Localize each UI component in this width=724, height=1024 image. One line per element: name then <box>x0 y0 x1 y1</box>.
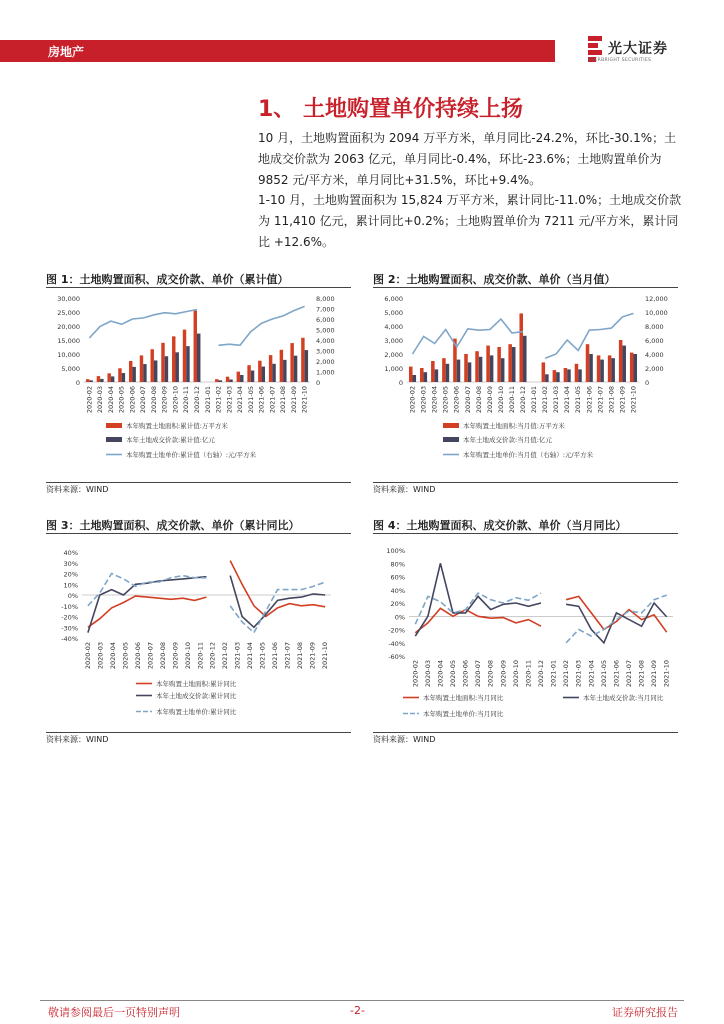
y-tick-label: 0% <box>394 613 405 622</box>
bar <box>175 352 178 382</box>
y-tick-label: 20% <box>63 570 78 579</box>
x-tick-label: 2020-10 <box>183 642 192 670</box>
y-tick-label: -60% <box>388 653 405 661</box>
bar <box>556 372 560 382</box>
section-label: 房地产 <box>48 45 85 59</box>
y-tick-label: 0 <box>75 379 80 387</box>
x-tick-label: 2021-09 <box>650 660 659 688</box>
x-tick-label: 2020-04 <box>436 660 445 688</box>
y2-tick-label: 12,000 <box>645 295 668 303</box>
bar <box>409 367 413 382</box>
bar <box>272 364 275 382</box>
bar <box>240 375 243 382</box>
bar <box>542 362 546 382</box>
x-tick-label: 2021-01 <box>203 386 212 414</box>
brand-logo <box>588 36 688 66</box>
bar <box>545 374 549 382</box>
figure-2-rule-bottom <box>373 482 678 483</box>
y-tick-label: 20,000 <box>57 323 80 331</box>
x-tick-label: 2020-05 <box>449 660 457 688</box>
bar <box>97 376 100 382</box>
x-tick-label: 2020-06 <box>134 642 143 670</box>
x-tick-label: 2020-04 <box>430 386 439 414</box>
x-tick-label: 2020-08 <box>486 660 495 688</box>
legend-swatch <box>443 423 459 428</box>
bar <box>512 347 516 382</box>
x-tick-label: 2020-06 <box>128 386 137 414</box>
x-tick-label: 2021-10 <box>662 660 671 688</box>
x-tick-label: 2020-02 <box>408 386 417 414</box>
x-tick-label: 2021-03 <box>574 660 583 688</box>
x-tick-label: 2020-06 <box>461 660 470 688</box>
y-tick-label: -40% <box>388 639 405 648</box>
legend-entry: 本年购置土地单价:当月值（右轴）:元/平方米 <box>463 451 594 459</box>
x-tick-label: 2020-07 <box>474 660 483 688</box>
x-tick-label: 2021-08 <box>637 660 646 688</box>
legend-entry: 本年土地成交价款:累计同比 <box>156 692 237 700</box>
y2-tick-label: 2,000 <box>645 365 664 373</box>
x-tick-label: 2020-08 <box>474 386 483 414</box>
x-tick-label: 2020-12 <box>193 386 201 414</box>
figure-3-chart <box>46 536 351 730</box>
x-tick-label: 2020-04 <box>106 386 115 414</box>
y-tick-label: 0% <box>67 592 78 600</box>
bar <box>475 351 479 382</box>
bar <box>519 313 523 382</box>
y2-tick-label: 1,000 <box>316 368 335 377</box>
bar <box>219 380 222 382</box>
x-tick-label: 2020-11 <box>196 642 205 670</box>
x-tick-label: 2021-02 <box>221 642 230 670</box>
x-tick-label: 2021-06 <box>270 642 279 670</box>
y2-tick-label: 2,000 <box>316 358 335 366</box>
bar <box>611 358 615 382</box>
bar <box>247 365 250 382</box>
figure-4-source: 资料来源：WIND <box>373 735 436 744</box>
y2-tick-label: 0 <box>316 379 321 387</box>
bar <box>578 369 582 382</box>
x-tick-label: 2020-02 <box>84 642 93 670</box>
bar <box>251 371 254 382</box>
y-tick-label: -30% <box>61 624 78 633</box>
y-tick-label: 2,000 <box>384 351 403 359</box>
x-tick-label: 2020-12 <box>208 642 217 670</box>
x-tick-label: 2020-09 <box>485 386 494 414</box>
x-tick-label: 2021-04 <box>236 386 245 414</box>
x-tick-label: 2020-10 <box>171 386 180 414</box>
bar <box>442 358 446 382</box>
figure-1-source: 资料来源：WIND <box>46 485 109 494</box>
bar <box>122 373 125 382</box>
x-tick-label: 2021-03 <box>233 642 242 670</box>
legend-entry: 本年土地成交价款:当月值:亿元 <box>463 436 552 444</box>
y-tick-label: 80% <box>390 560 405 569</box>
x-tick-label: 2021-07 <box>625 660 633 688</box>
brand-name-en: EVERBRIGHT SECURITIES <box>588 58 652 63</box>
figure-1-title: 图 1：土地购置面积、成交价款、单价（累计值） <box>46 273 289 286</box>
bar <box>586 344 590 382</box>
x-tick-label: 2021-04 <box>563 386 572 414</box>
x-tick-label: 2020-08 <box>149 386 158 414</box>
y-tick-label: -20% <box>61 613 78 622</box>
y-tick-label: 10,000 <box>57 351 80 359</box>
bar <box>143 364 146 382</box>
x-tick-label: 2020-10 <box>496 386 505 414</box>
x-tick-label: 2021-05 <box>574 386 583 414</box>
figure-4-rule <box>373 533 678 534</box>
y-tick-label: 40% <box>63 549 78 557</box>
bar <box>140 355 143 382</box>
x-tick-label: 2020-03 <box>419 386 428 414</box>
x-tick-label: 2021-09 <box>308 642 317 670</box>
bar <box>215 379 218 382</box>
bar <box>301 338 304 382</box>
legend-entry: 本年购置土地面积:累计值:万平方米 <box>126 422 228 430</box>
y-tick-label: 25,000 <box>57 309 80 317</box>
bar <box>597 355 601 382</box>
x-tick-label: 2020-05 <box>441 386 450 414</box>
bar <box>589 354 593 382</box>
figure-2-chart <box>373 290 678 480</box>
x-tick-label: 2021-09 <box>289 386 298 414</box>
x-tick-label: 2020-07 <box>463 386 472 414</box>
brand-name: 光大证券 <box>608 41 668 57</box>
y-tick-label: 6,000 <box>384 295 403 303</box>
bar <box>107 373 110 382</box>
footer-rule <box>40 1000 684 1001</box>
series-line <box>415 596 666 632</box>
x-tick-label: 2021-08 <box>295 642 304 670</box>
paragraph-monthly: 10 月，土地购置面积为 2094 万平方米，单月同比-24.2%，环比-30.1%；土地成交价款为 2063 亿元，单月同比-0.4%，环比-23.6%；土地购置单价为 9852 元/平方米，单月同比+31.5%，环比+9.4%。 <box>258 131 677 187</box>
bar <box>154 360 157 382</box>
legend-entry: 本年土地成交价款:累计值:亿元 <box>126 436 215 444</box>
x-tick-label: 2021-04 <box>246 642 255 670</box>
footer-disclaimer: 敬请参阅最后一页特别声明 <box>48 1006 180 1019</box>
bar <box>118 368 121 382</box>
x-tick-label: 2021-02 <box>562 660 571 688</box>
y2-tick-label: 5,000 <box>316 326 335 335</box>
x-tick-label: 2021-10 <box>300 386 309 414</box>
y-tick-label: 100% <box>386 547 405 555</box>
figure-1-chart <box>46 290 351 480</box>
figure-3-title: 图 3：土地购置面积、成交价款、单价（累计同比） <box>46 519 300 532</box>
figure-3-rule <box>46 533 351 534</box>
footer-report-type: 证券研究报告 <box>612 1006 678 1019</box>
y-tick-label: 20% <box>390 600 405 608</box>
x-tick-label: 2020-06 <box>452 386 461 414</box>
x-tick-label: 2021-05 <box>599 660 608 688</box>
bar <box>457 360 461 382</box>
x-tick-label: 2020-12 <box>537 660 545 688</box>
header-bar <box>0 40 555 62</box>
bar <box>413 375 417 382</box>
bar <box>197 334 200 382</box>
x-tick-label: 2020-09 <box>160 386 169 414</box>
x-tick-label: 2021-08 <box>279 386 288 414</box>
figure-1-rule <box>46 287 351 288</box>
y-tick-label: 0 <box>398 379 403 387</box>
x-tick-label: 2020-09 <box>499 660 508 688</box>
bar <box>431 361 435 382</box>
bar <box>564 368 568 382</box>
bar <box>633 354 637 382</box>
x-tick-label: 2021-08 <box>607 386 616 414</box>
y-tick-label: 10% <box>63 581 78 590</box>
bar <box>486 346 490 382</box>
x-tick-label: 2021-05 <box>258 642 267 670</box>
legend-entry: 本年土地成交价款:当月同比 <box>583 694 664 702</box>
x-tick-label: 2021-07 <box>596 386 605 414</box>
bar <box>600 360 604 382</box>
figure-2-source: 资料来源：WIND <box>373 485 436 494</box>
bar <box>89 380 92 382</box>
figure-3-rule-bottom <box>46 732 351 733</box>
bar <box>622 346 626 382</box>
x-tick-label: 2021-05 <box>246 386 255 414</box>
bar <box>165 356 168 382</box>
y2-tick-label: 4,000 <box>316 337 335 345</box>
bar <box>86 379 89 382</box>
bar <box>424 372 428 382</box>
x-tick-label: 2021-02 <box>214 386 223 414</box>
bar <box>501 358 505 382</box>
x-tick-label: 2020-03 <box>423 660 432 688</box>
legend-entry: 本年购置土地面积:当月值:万平方米 <box>463 422 565 430</box>
bar <box>435 369 439 382</box>
bar <box>183 330 186 382</box>
x-tick-label: 2020-02 <box>411 660 420 688</box>
legend-entry: 本年购置土地单价:累计值（右轴）:元/平方米 <box>126 451 257 459</box>
x-tick-label: 2021-10 <box>320 642 329 670</box>
bar <box>151 349 154 382</box>
bar <box>100 379 103 382</box>
bar <box>132 367 135 382</box>
x-tick-label: 2020-07 <box>146 642 155 670</box>
legend-entry: 本年购置土地面积:累计同比 <box>156 680 237 688</box>
x-tick-label: 2021-07 <box>283 642 292 670</box>
x-tick-label: 2020-09 <box>171 642 180 670</box>
bar <box>237 372 240 382</box>
page-number: -2- <box>350 1004 365 1017</box>
y2-tick-label: 3,000 <box>316 347 335 356</box>
bar <box>161 343 164 382</box>
y2-tick-label: 6,000 <box>316 316 335 324</box>
bar <box>290 343 293 382</box>
bar <box>262 367 265 382</box>
bar <box>283 360 286 382</box>
x-tick-label: 2021-01 <box>549 660 558 688</box>
bar <box>630 353 634 382</box>
bar <box>229 379 232 382</box>
bar <box>490 355 494 382</box>
legend-swatch <box>106 423 122 428</box>
bar <box>464 354 468 382</box>
y-tick-label: -40% <box>61 635 78 643</box>
y-tick-label: 3,000 <box>384 337 403 345</box>
y2-tick-label: 10,000 <box>645 309 668 317</box>
legend-entry: 本年购置土地面积:当月同比 <box>423 694 504 702</box>
x-tick-label: 2020-05 <box>117 386 126 414</box>
y-tick-label: 30% <box>63 559 78 568</box>
x-tick-label: 2020-11 <box>507 386 516 414</box>
x-tick-label: 2021-02 <box>541 386 550 414</box>
figure-4-title: 图 4：土地购置面积、成交价款、单价（当月同比） <box>373 519 627 532</box>
legend-swatch <box>106 437 122 442</box>
y-tick-label: 30,000 <box>57 295 80 303</box>
x-tick-label: 2020-03 <box>96 386 105 414</box>
y2-tick-label: 7,000 <box>316 305 335 314</box>
legend-entry: 本年购置土地单价:当月同比 <box>423 710 504 718</box>
bar <box>608 355 612 382</box>
y-tick-label: -20% <box>388 626 405 635</box>
x-tick-label: 2021-06 <box>612 660 621 688</box>
bar <box>508 344 512 382</box>
figure-3-source: 资料来源：WIND <box>46 735 109 744</box>
y-tick-label: 4,000 <box>384 323 403 331</box>
x-tick-label: 2020-11 <box>182 386 191 414</box>
bar <box>172 336 175 382</box>
bar <box>194 311 197 382</box>
x-tick-label: 2021-06 <box>585 386 594 414</box>
figure-4-rule-bottom <box>373 732 678 733</box>
x-tick-label: 2020-05 <box>121 642 130 670</box>
bar <box>305 350 308 382</box>
y2-tick-label: 8,000 <box>645 323 664 331</box>
x-tick-label: 2021-06 <box>257 386 266 414</box>
y-tick-label: 40% <box>390 586 405 595</box>
bar <box>258 361 261 382</box>
bar <box>294 356 297 382</box>
paragraph-cumulative: 1-10 月，土地购置面积为 15,824 万平方米，累计同比-11.0%；土地成交价款为 11,410 亿元，累计同比+0.2%；土地购置单价为 7211 元/平方米，累计同比 +12.6%。 <box>258 193 682 249</box>
x-tick-label: 2020-03 <box>96 642 105 670</box>
series-line <box>415 563 666 643</box>
x-tick-label: 2021-03 <box>552 386 561 414</box>
bar <box>280 350 283 382</box>
bar <box>497 347 501 382</box>
x-tick-label: 2020-11 <box>524 660 533 688</box>
y-tick-label: 60% <box>390 573 405 582</box>
x-tick-label: 2020-07 <box>139 386 148 414</box>
y-tick-label: 15,000 <box>57 337 80 345</box>
section-heading: 1、 土地购置单价持续上扬 <box>258 97 523 122</box>
y-tick-label: 5,000 <box>61 365 80 373</box>
figure-4-chart <box>373 536 678 730</box>
y2-tick-label: 6,000 <box>645 337 664 345</box>
legend-swatch <box>443 437 459 442</box>
bar <box>479 357 483 382</box>
y-tick-label: -10% <box>61 602 78 611</box>
y2-tick-label: 8,000 <box>316 295 335 303</box>
x-tick-label: 2020-04 <box>109 642 118 670</box>
bar <box>111 376 114 382</box>
bar <box>619 340 623 382</box>
bar <box>446 364 450 382</box>
legend-entry: 本年购置土地单价:累计同比 <box>156 708 237 716</box>
x-tick-label: 2020-12 <box>519 386 527 414</box>
x-tick-label: 2021-04 <box>587 660 596 688</box>
bar <box>567 369 571 382</box>
x-tick-label: 2021-01 <box>530 386 539 414</box>
bar <box>226 377 229 382</box>
y-tick-label: 5,000 <box>384 309 403 317</box>
x-tick-label: 2021-09 <box>618 386 627 414</box>
x-tick-label: 2021-10 <box>629 386 638 414</box>
figure-1-rule-bottom <box>46 482 351 483</box>
bar <box>575 364 579 382</box>
bar <box>186 346 189 382</box>
y2-tick-label: 4,000 <box>645 351 664 359</box>
bar <box>468 362 472 382</box>
y-tick-label: 1,000 <box>384 365 403 373</box>
bar <box>420 368 424 382</box>
x-tick-label: 2020-10 <box>511 660 520 688</box>
figure-2-rule <box>373 287 678 288</box>
x-tick-label: 2021-07 <box>268 386 277 414</box>
bar <box>269 355 272 382</box>
x-tick-label: 2021-03 <box>225 386 234 414</box>
figure-2-title: 图 2：土地购置面积、成交价款、单价（当月值） <box>373 273 616 286</box>
bar <box>129 361 132 382</box>
bar <box>553 370 557 382</box>
series-line <box>415 593 666 643</box>
x-tick-label: 2020-08 <box>158 642 167 670</box>
bar <box>523 336 527 382</box>
x-tick-label: 2020-02 <box>85 386 94 414</box>
y2-tick-label: 0 <box>645 379 650 387</box>
